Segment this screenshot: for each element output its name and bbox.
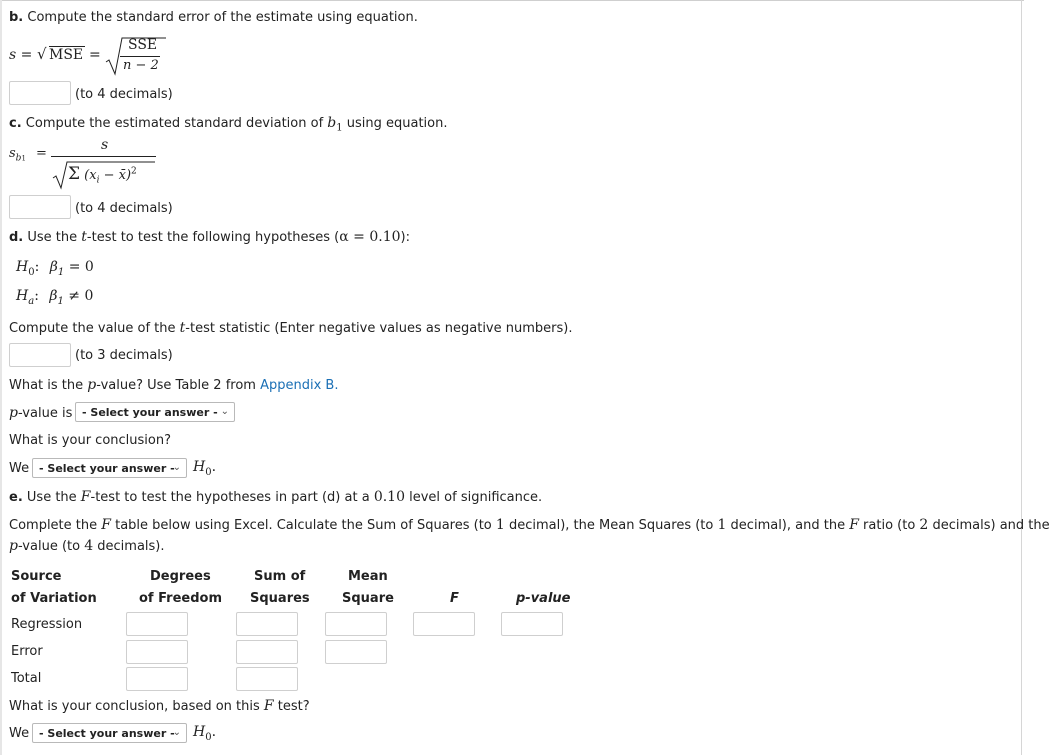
appendix-b-period: . — [334, 378, 339, 393]
instr-d: decimal), and the — [726, 518, 850, 533]
chevron-down-icon: ⌄ — [172, 462, 181, 473]
formula-eq-2: = — [89, 47, 101, 63]
instr-f: decimals) and the — [928, 518, 1050, 533]
t-stat-prompt — [9, 320, 572, 336]
conclusion-question: What is your conclusion? — [9, 433, 171, 448]
part-e-text-mid: -test to test the hypotheses in part (d) at a — [90, 490, 374, 505]
header-ms-1: Mean — [348, 569, 388, 584]
f-conclusion-F: F — [263, 698, 274, 714]
h0-sub: 0 — [28, 266, 35, 278]
pvalue-select[interactable] — [75, 402, 235, 422]
b1-subscript: 1 — [336, 122, 343, 134]
ha-H: H — [16, 288, 29, 304]
t-conclusion-select-text: - Select your answer - — [39, 462, 175, 475]
part-b-formula-lhs — [9, 47, 32, 63]
instr-a: Complete the — [9, 518, 102, 533]
left-border — [0, 0, 2, 755]
h0-beta: β — [49, 259, 58, 275]
instr-F2: F — [849, 517, 859, 533]
instr-two: 2 — [919, 517, 929, 533]
t-stat-suffix: -test statistic (Enter negative values as negative numbers). — [185, 321, 573, 336]
t-conclusion-we: We — [9, 461, 30, 476]
header-f: F — [450, 591, 459, 606]
regression-pvalue-input[interactable] — [501, 612, 563, 636]
null-hypothesis — [16, 259, 94, 278]
total-df-input[interactable] — [126, 667, 188, 691]
instr-line2-b: decimals). — [93, 539, 165, 554]
sigma-symbol: Σ — [68, 164, 81, 184]
regression-df-input[interactable] — [126, 612, 188, 636]
part-d-t: t — [81, 229, 87, 245]
instr-one-b: 1 — [717, 517, 727, 533]
part-d-prompt — [9, 229, 410, 245]
f-conclusion-select-text: - Select your answer - — [39, 727, 175, 740]
header-pvalue: p-value — [516, 591, 571, 606]
pvalue-label-rest: -value is — [17, 406, 73, 421]
pvalue-select-text: - Select your answer - — [82, 406, 218, 419]
pvalue-q-p: p — [87, 377, 97, 393]
part-c-formula-lhs — [9, 146, 47, 164]
regression-ms-input[interactable] — [325, 612, 387, 636]
f-conclusion-suffix: test? — [273, 699, 310, 714]
part-e-F: F — [80, 489, 91, 505]
header-source-1: Source — [11, 569, 62, 584]
instr-one-a: 1 — [495, 517, 505, 533]
fraction-line — [120, 56, 160, 57]
part-b-label: b. — [9, 10, 24, 25]
error-df-input[interactable] — [126, 640, 188, 664]
header-df-2: of Freedom — [139, 591, 222, 606]
instr-c: decimal), the Mean Squares (to — [504, 518, 718, 533]
instr-F: F — [101, 517, 111, 533]
part-c-text-prefix: Compute the estimated standard deviation of — [25, 116, 328, 131]
formula-s: s — [9, 47, 17, 63]
sb1-b: b — [15, 153, 22, 164]
header-ss-1: Sum of — [254, 569, 306, 584]
h0-beta-sub: 1 — [57, 266, 65, 278]
formula-eq: = — [20, 47, 33, 63]
anova-instructions-line1 — [9, 517, 1050, 533]
alpha-value: α = 0.10 — [339, 229, 401, 245]
h0-rel: = 0 — [68, 259, 94, 275]
sb1-numerator: s — [101, 137, 109, 153]
t-conclusion-h0 — [193, 459, 216, 478]
part-d-text-suffix: ): — [400, 230, 410, 245]
sb1-hint: (to 4 decimals) — [75, 201, 173, 216]
total-ss-input[interactable] — [236, 667, 298, 691]
sb1-fraction-line — [51, 156, 156, 157]
denom-i: i — [96, 175, 100, 186]
error-ss-input[interactable] — [236, 640, 298, 664]
fraction-denominator: n − 2 — [123, 58, 159, 73]
part-c-label: c. — [9, 116, 22, 131]
pvalue-q-mid: -value? Use Table 2 from — [96, 378, 261, 393]
chevron-down-icon: ⌄ — [172, 727, 181, 738]
header-ss-2: Squares — [250, 591, 310, 606]
right-border — [1021, 0, 1022, 755]
pvalue-question — [9, 377, 338, 393]
regression-f-input[interactable] — [413, 612, 475, 636]
mse-term: MSE — [49, 47, 84, 63]
h0-colon: : — [34, 259, 40, 275]
f-conclusion-H-sub: 0 — [205, 731, 212, 743]
std-error-input[interactable] — [9, 81, 71, 105]
t-conclusion-H: H — [193, 459, 206, 475]
t-conclusion-period: . — [211, 459, 217, 475]
part-c-prompt — [9, 115, 448, 134]
b1-symbol: b — [327, 115, 337, 131]
sb1-1: 1 — [21, 154, 26, 163]
f-conclusion-prefix: What is your conclusion, based on this — [9, 699, 264, 714]
f-conclusion-select[interactable] — [32, 723, 187, 743]
sb1-input[interactable] — [9, 195, 71, 219]
anova-instructions-line2 — [9, 538, 165, 554]
t-stat-hint: (to 3 decimals) — [75, 348, 173, 363]
row-label-error: Error — [11, 644, 43, 659]
sb1-eq: = — [36, 146, 47, 161]
t-stat-t: t — [179, 320, 186, 336]
part-b-text: Compute the standard error of the estimate using equation. — [27, 10, 418, 25]
ha-sub: a — [28, 295, 35, 307]
instr-b: table below using Excel. Calculate the Sum of Squares (to — [110, 518, 496, 533]
f-conclusion-we: We — [9, 726, 30, 741]
row-label-total: Total — [11, 671, 42, 686]
part-e-level: 0.10 — [373, 489, 405, 505]
t-conclusion-select[interactable] — [32, 458, 187, 478]
part-e-text-suffix: level of significance. — [404, 490, 543, 505]
header-df-1: Degrees — [150, 569, 211, 584]
f-conclusion-question — [9, 698, 310, 714]
sqrt-sign: √ — [37, 45, 47, 63]
f-conclusion-H: H — [193, 724, 206, 740]
std-error-hint: (to 4 decimals) — [75, 87, 173, 102]
chevron-down-icon: ⌄ — [220, 406, 229, 417]
header-ms-2: Square — [342, 591, 394, 606]
pvalue-q-prefix: What is the — [9, 378, 88, 393]
denom-rest: − x̄) — [99, 168, 132, 183]
part-c-text-suffix: using equation. — [342, 116, 448, 131]
h0-H: H — [16, 259, 29, 275]
sb1-denominator — [68, 164, 137, 186]
part-d-text-mid: -test to test the following hypotheses ( — [86, 230, 340, 245]
t-stat-input[interactable] — [9, 343, 71, 367]
instr-four: 4 — [84, 538, 94, 554]
ha-colon: : — [34, 288, 39, 304]
ha-beta-sub: 1 — [57, 295, 64, 307]
t-conclusion-H-sub: 0 — [205, 466, 212, 478]
ha-rel: ≠ 0 — [68, 288, 94, 304]
f-conclusion-period: . — [211, 724, 217, 740]
alt-hypothesis — [16, 288, 93, 307]
t-stat-prefix: Compute the value of the — [9, 321, 180, 336]
part-e-label: e. — [9, 490, 23, 505]
error-ms-input[interactable] — [325, 640, 387, 664]
part-e-prompt — [9, 489, 542, 505]
instr-e: ratio (to — [858, 518, 920, 533]
appendix-b-link[interactable]: Appendix B — [260, 378, 335, 393]
part-d-text-prefix: Use the — [27, 230, 82, 245]
header-source-2: of Variation — [11, 591, 97, 606]
regression-ss-input[interactable] — [236, 612, 298, 636]
instr-p: p — [9, 538, 18, 554]
pvalue-label-p: p — [9, 405, 18, 421]
ha-beta: β — [49, 288, 58, 304]
f-conclusion-h0 — [193, 724, 216, 743]
sb1-s: s — [9, 146, 16, 161]
denom-term: (x — [84, 168, 97, 183]
top-border — [0, 0, 1024, 1]
part-d-label: d. — [9, 230, 24, 245]
fraction-numerator: SSE — [128, 37, 158, 53]
part-e-text-prefix: Use the — [26, 490, 81, 505]
row-label-regression: Regression — [11, 617, 83, 632]
denom-exp: 2 — [131, 166, 137, 177]
pvalue-label — [9, 405, 72, 421]
instr-line2-a: -value (to — [17, 539, 85, 554]
part-b-prompt — [9, 10, 418, 25]
